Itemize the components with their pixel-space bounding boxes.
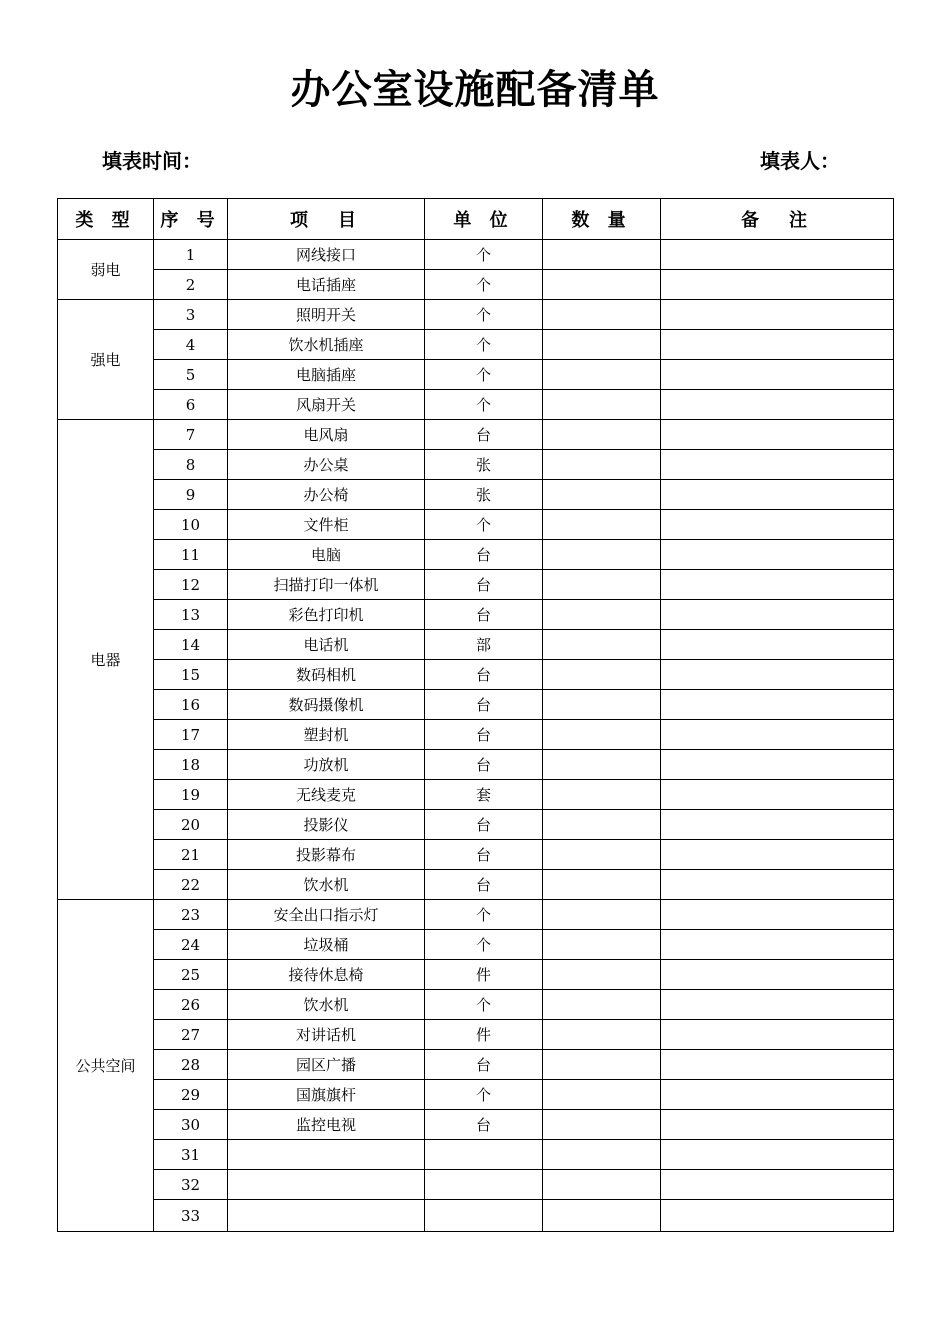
note-cell[interactable] bbox=[661, 450, 894, 480]
item-cell: 饮水机插座 bbox=[228, 330, 425, 360]
note-cell[interactable] bbox=[661, 600, 894, 630]
note-cell[interactable] bbox=[661, 1200, 894, 1232]
table-row bbox=[58, 600, 894, 630]
unit-cell: 个 bbox=[425, 990, 543, 1020]
seq-cell: 18 bbox=[154, 750, 228, 780]
table-row bbox=[58, 240, 894, 270]
qty-cell[interactable] bbox=[543, 900, 661, 930]
unit-cell: 台 bbox=[425, 570, 543, 600]
qty-cell[interactable] bbox=[543, 1170, 661, 1200]
seq-cell: 6 bbox=[154, 390, 228, 420]
note-cell[interactable] bbox=[661, 840, 894, 870]
seq-cell: 1 bbox=[154, 240, 228, 270]
item-cell: 对讲话机 bbox=[228, 1020, 425, 1050]
header-note: 备 注 bbox=[661, 199, 894, 240]
unit-cell: 台 bbox=[425, 1050, 543, 1080]
seq-cell: 21 bbox=[154, 840, 228, 870]
category-cell: 公共空间 bbox=[58, 900, 154, 1232]
item-cell: 电脑 bbox=[228, 540, 425, 570]
item-cell: 办公椅 bbox=[228, 480, 425, 510]
item-cell: 文件柜 bbox=[228, 510, 425, 540]
table-row bbox=[58, 990, 894, 1020]
header-item: 项 目 bbox=[228, 199, 425, 240]
unit-cell: 台 bbox=[425, 750, 543, 780]
facility-table bbox=[57, 198, 894, 1232]
item-cell: 网线接口 bbox=[228, 240, 425, 270]
header-seq: 序 号 bbox=[154, 199, 228, 240]
qty-cell[interactable] bbox=[543, 1050, 661, 1080]
seq-cell: 20 bbox=[154, 810, 228, 840]
table-row bbox=[58, 1110, 894, 1140]
table-row bbox=[58, 570, 894, 600]
seq-cell: 15 bbox=[154, 660, 228, 690]
qty-cell[interactable] bbox=[543, 690, 661, 720]
unit-cell: 个 bbox=[425, 510, 543, 540]
qty-cell[interactable] bbox=[543, 810, 661, 840]
seq-cell: 7 bbox=[154, 420, 228, 450]
unit-cell: 台 bbox=[425, 870, 543, 900]
item-cell: 塑封机 bbox=[228, 720, 425, 750]
qty-cell[interactable] bbox=[543, 930, 661, 960]
table-row bbox=[58, 390, 894, 420]
qty-cell[interactable] bbox=[543, 540, 661, 570]
note-cell[interactable] bbox=[661, 360, 894, 390]
note-cell[interactable] bbox=[661, 690, 894, 720]
header-qty: 数 量 bbox=[543, 199, 661, 240]
table-row bbox=[58, 690, 894, 720]
seq-cell: 8 bbox=[154, 450, 228, 480]
unit-cell: 个 bbox=[425, 300, 543, 330]
note-cell[interactable] bbox=[661, 810, 894, 840]
note-cell[interactable] bbox=[661, 510, 894, 540]
qty-cell[interactable] bbox=[543, 510, 661, 540]
item-cell bbox=[228, 1140, 425, 1170]
seq-cell: 17 bbox=[154, 720, 228, 750]
category-cell: 强电 bbox=[58, 300, 154, 420]
qty-cell[interactable] bbox=[543, 630, 661, 660]
unit-cell: 张 bbox=[425, 450, 543, 480]
table-row bbox=[58, 360, 894, 390]
table-row bbox=[58, 630, 894, 660]
table-row bbox=[58, 900, 894, 930]
item-cell: 投影仪 bbox=[228, 810, 425, 840]
item-cell: 饮水机 bbox=[228, 990, 425, 1020]
qty-cell[interactable] bbox=[543, 1110, 661, 1140]
seq-cell: 29 bbox=[154, 1080, 228, 1110]
note-cell[interactable] bbox=[661, 750, 894, 780]
qty-cell[interactable] bbox=[543, 1020, 661, 1050]
unit-cell: 台 bbox=[425, 720, 543, 750]
note-cell[interactable] bbox=[661, 1140, 894, 1170]
unit-cell: 台 bbox=[425, 840, 543, 870]
table-row bbox=[58, 1080, 894, 1110]
category-cell: 电器 bbox=[58, 420, 154, 900]
table-row bbox=[58, 780, 894, 810]
item-cell: 风扇开关 bbox=[228, 390, 425, 420]
item-cell: 数码相机 bbox=[228, 660, 425, 690]
seq-cell: 9 bbox=[154, 480, 228, 510]
unit-cell: 个 bbox=[425, 360, 543, 390]
note-cell[interactable] bbox=[661, 660, 894, 690]
note-cell[interactable] bbox=[661, 1020, 894, 1050]
header-unit: 单 位 bbox=[425, 199, 543, 240]
table-row bbox=[58, 1140, 894, 1170]
qty-cell[interactable] bbox=[543, 660, 661, 690]
seq-cell: 4 bbox=[154, 330, 228, 360]
note-cell[interactable] bbox=[661, 990, 894, 1020]
fill-time-label: 填表时间： bbox=[102, 149, 202, 173]
note-cell[interactable] bbox=[661, 300, 894, 330]
seq-cell: 23 bbox=[154, 900, 228, 930]
qty-cell[interactable] bbox=[543, 1080, 661, 1110]
qty-cell[interactable] bbox=[543, 960, 661, 990]
table-row bbox=[58, 270, 894, 300]
seq-cell: 19 bbox=[154, 780, 228, 810]
seq-cell: 27 bbox=[154, 1020, 228, 1050]
unit-cell: 台 bbox=[425, 600, 543, 630]
table-header-row bbox=[58, 199, 894, 240]
note-cell[interactable] bbox=[661, 1110, 894, 1140]
item-cell: 安全出口指示灯 bbox=[228, 900, 425, 930]
item-cell: 照明开关 bbox=[228, 300, 425, 330]
qty-cell[interactable] bbox=[543, 1140, 661, 1170]
item-cell: 办公桌 bbox=[228, 450, 425, 480]
item-cell: 电脑插座 bbox=[228, 360, 425, 390]
note-cell[interactable] bbox=[661, 900, 894, 930]
table-row bbox=[58, 1020, 894, 1050]
item-cell: 接待休息椅 bbox=[228, 960, 425, 990]
note-cell[interactable] bbox=[661, 720, 894, 750]
qty-cell[interactable] bbox=[543, 1200, 661, 1232]
qty-cell[interactable] bbox=[543, 270, 661, 300]
seq-cell: 32 bbox=[154, 1170, 228, 1200]
seq-cell: 24 bbox=[154, 930, 228, 960]
note-cell[interactable] bbox=[661, 870, 894, 900]
note-cell[interactable] bbox=[661, 390, 894, 420]
seq-cell: 30 bbox=[154, 1110, 228, 1140]
qty-cell[interactable] bbox=[543, 360, 661, 390]
seq-cell: 12 bbox=[154, 570, 228, 600]
note-cell[interactable] bbox=[661, 570, 894, 600]
unit-cell: 个 bbox=[425, 1080, 543, 1110]
item-cell: 彩色打印机 bbox=[228, 600, 425, 630]
qty-cell[interactable] bbox=[543, 600, 661, 630]
table-body bbox=[58, 240, 894, 1232]
item-cell: 国旗旗杆 bbox=[228, 1080, 425, 1110]
filler-label: 填表人： bbox=[760, 149, 840, 173]
table-row bbox=[58, 480, 894, 510]
unit-cell: 台 bbox=[425, 540, 543, 570]
item-cell: 监控电视 bbox=[228, 1110, 425, 1140]
qty-cell[interactable] bbox=[543, 990, 661, 1020]
qty-cell[interactable] bbox=[543, 750, 661, 780]
qty-cell[interactable] bbox=[543, 870, 661, 900]
seq-cell: 5 bbox=[154, 360, 228, 390]
table-row bbox=[58, 420, 894, 450]
table-row bbox=[58, 300, 894, 330]
qty-cell[interactable] bbox=[543, 450, 661, 480]
note-cell[interactable] bbox=[661, 1170, 894, 1200]
qty-cell[interactable] bbox=[543, 390, 661, 420]
item-cell: 饮水机 bbox=[228, 870, 425, 900]
table-row bbox=[58, 660, 894, 690]
note-cell[interactable] bbox=[661, 480, 894, 510]
page-title: 办公室设施配备清单 bbox=[290, 66, 660, 113]
unit-cell: 台 bbox=[425, 660, 543, 690]
seq-cell: 25 bbox=[154, 960, 228, 990]
item-cell bbox=[228, 1170, 425, 1200]
qty-cell[interactable] bbox=[543, 300, 661, 330]
unit-cell bbox=[425, 1140, 543, 1170]
qty-cell[interactable] bbox=[543, 780, 661, 810]
table-row bbox=[58, 750, 894, 780]
item-cell: 扫描打印一体机 bbox=[228, 570, 425, 600]
table-row bbox=[58, 1200, 894, 1232]
unit-cell: 套 bbox=[425, 780, 543, 810]
unit-cell: 个 bbox=[425, 390, 543, 420]
qty-cell[interactable] bbox=[543, 840, 661, 870]
item-cell: 数码摄像机 bbox=[228, 690, 425, 720]
seq-cell: 28 bbox=[154, 1050, 228, 1080]
item-cell: 无线麦克 bbox=[228, 780, 425, 810]
seq-cell: 3 bbox=[154, 300, 228, 330]
note-cell[interactable] bbox=[661, 540, 894, 570]
table-row bbox=[58, 330, 894, 360]
note-cell[interactable] bbox=[661, 1050, 894, 1080]
seq-cell: 26 bbox=[154, 990, 228, 1020]
table-row bbox=[58, 1050, 894, 1080]
note-cell[interactable] bbox=[661, 780, 894, 810]
unit-cell bbox=[425, 1170, 543, 1200]
item-cell: 投影幕布 bbox=[228, 840, 425, 870]
unit-cell: 部 bbox=[425, 630, 543, 660]
unit-cell: 张 bbox=[425, 480, 543, 510]
qty-cell[interactable] bbox=[543, 420, 661, 450]
qty-cell[interactable] bbox=[543, 720, 661, 750]
seq-cell: 13 bbox=[154, 600, 228, 630]
note-cell[interactable] bbox=[661, 420, 894, 450]
item-cell: 园区广播 bbox=[228, 1050, 425, 1080]
qty-cell[interactable] bbox=[543, 570, 661, 600]
table-row bbox=[58, 510, 894, 540]
category-cell: 弱电 bbox=[58, 240, 154, 300]
unit-cell: 个 bbox=[425, 900, 543, 930]
table-row bbox=[58, 540, 894, 570]
unit-cell: 台 bbox=[425, 420, 543, 450]
unit-cell: 件 bbox=[425, 960, 543, 990]
seq-cell: 33 bbox=[154, 1200, 228, 1232]
table-row bbox=[58, 720, 894, 750]
unit-cell: 台 bbox=[425, 810, 543, 840]
note-cell[interactable] bbox=[661, 630, 894, 660]
unit-cell: 件 bbox=[425, 1020, 543, 1050]
unit-cell: 个 bbox=[425, 930, 543, 960]
seq-cell: 31 bbox=[154, 1140, 228, 1170]
seq-cell: 14 bbox=[154, 630, 228, 660]
qty-cell[interactable] bbox=[543, 330, 661, 360]
unit-cell bbox=[425, 1200, 543, 1232]
seq-cell: 11 bbox=[154, 540, 228, 570]
unit-cell: 台 bbox=[425, 690, 543, 720]
item-cell: 功放机 bbox=[228, 750, 425, 780]
seq-cell: 16 bbox=[154, 690, 228, 720]
item-cell: 垃圾桶 bbox=[228, 930, 425, 960]
table-row bbox=[58, 1170, 894, 1200]
note-cell[interactable] bbox=[661, 270, 894, 300]
table-row bbox=[58, 930, 894, 960]
item-cell: 电风扇 bbox=[228, 420, 425, 450]
table-row bbox=[58, 450, 894, 480]
seq-cell: 10 bbox=[154, 510, 228, 540]
qty-cell[interactable] bbox=[543, 240, 661, 270]
item-cell: 电话机 bbox=[228, 630, 425, 660]
note-cell[interactable] bbox=[661, 930, 894, 960]
note-cell[interactable] bbox=[661, 330, 894, 360]
table-row bbox=[58, 960, 894, 990]
table-row bbox=[58, 870, 894, 900]
note-cell[interactable] bbox=[661, 240, 894, 270]
item-cell: 电话插座 bbox=[228, 270, 425, 300]
table-row bbox=[58, 840, 894, 870]
seq-cell: 2 bbox=[154, 270, 228, 300]
item-cell bbox=[228, 1200, 425, 1232]
note-cell[interactable] bbox=[661, 960, 894, 990]
unit-cell: 个 bbox=[425, 270, 543, 300]
unit-cell: 个 bbox=[425, 240, 543, 270]
qty-cell[interactable] bbox=[543, 480, 661, 510]
unit-cell: 台 bbox=[425, 1110, 543, 1140]
note-cell[interactable] bbox=[661, 1080, 894, 1110]
seq-cell: 22 bbox=[154, 870, 228, 900]
table-row bbox=[58, 810, 894, 840]
header-type: 类 型 bbox=[58, 199, 154, 240]
unit-cell: 个 bbox=[425, 330, 543, 360]
